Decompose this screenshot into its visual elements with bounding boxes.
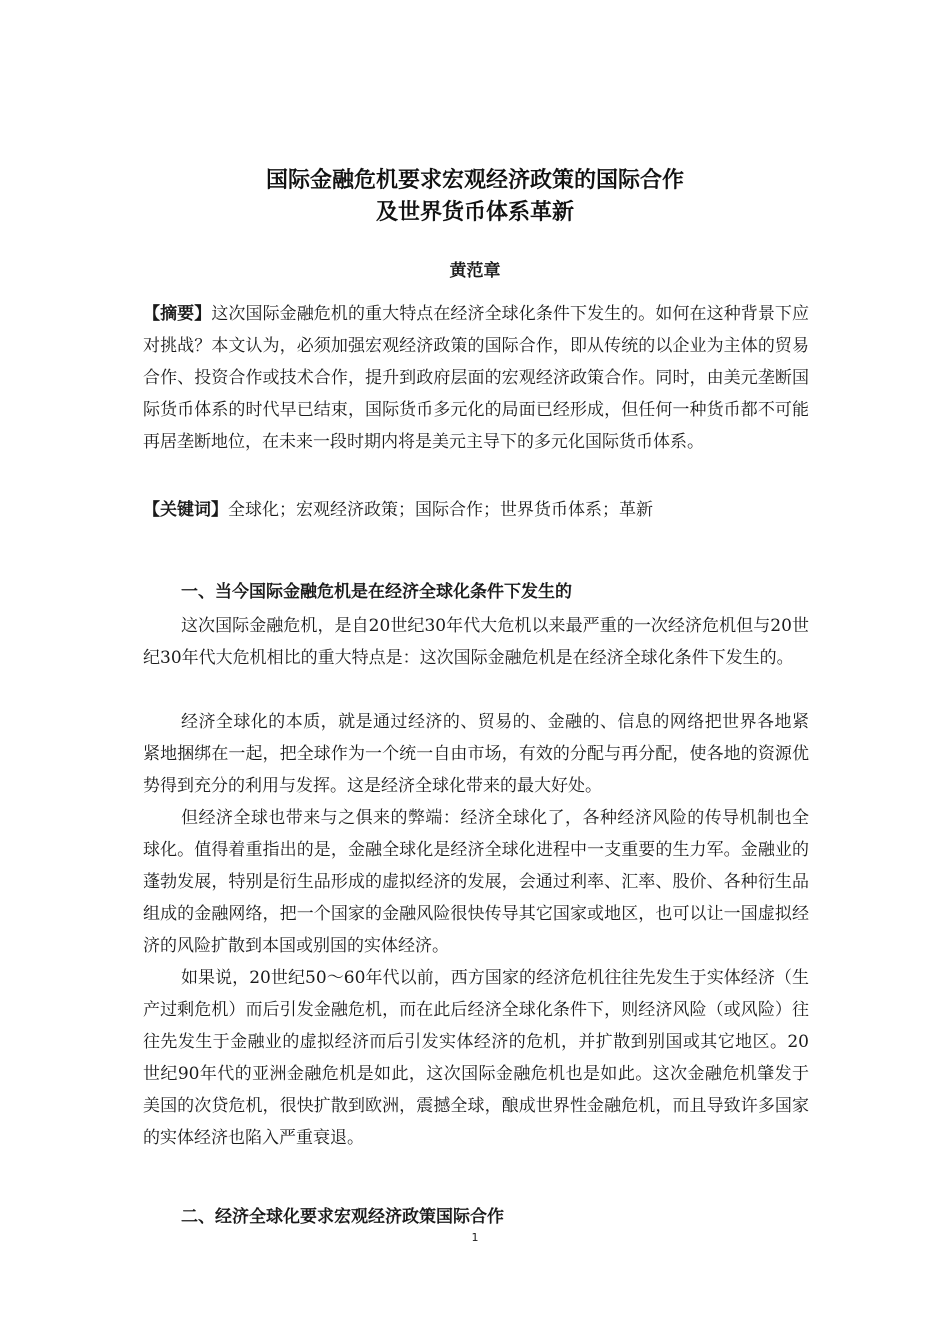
paragraph-1: 这次国际金融危机，是自20世纪30年代大危机以来最严重的一次经济危机但与20世纪30年代大危机相比的重大特点是：这次国际金融危机是在经济全球化条件下发生的。 bbox=[143, 616, 809, 668]
document-title-line2: 及世界货币体系革新 bbox=[375, 200, 574, 225]
paragraph-2: 经济全球化的本质，就是通过经济的、贸易的、金融的、信息的网络把世界各地紧紧地捆绑在一起，把全球作为一个统一自由市场，有效的分配与再分配，使各地的资源优势得到充分的利用与发挥。这是经济全球化带来的最大好处。 bbox=[143, 712, 809, 796]
abstract-label: 【摘要】 bbox=[143, 304, 212, 324]
keywords-label: 【关键词】 bbox=[143, 500, 228, 520]
paragraph-3: 但经济全球也带来与之俱来的弊端：经济全球化了，各种经济风险的传导机制也全球化。值得着重指出的是，金融全球化是经济全球化进程中一支重要的生力军。金融业的蓬勃发展，特别是衍生品形成的虚拟经济的发展，会通过利率、汇率、股价、各种衍生品组成的金融网络，把一个国家的金融风险很快传导其它国家或地区，也可以让一国虚拟经济的风险扩散到本国或别国的实体经济。 bbox=[143, 808, 809, 956]
document-title-line1: 国际金融危机要求宏观经济政策的国际合作 bbox=[265, 168, 684, 193]
author-name: 黄范章 bbox=[449, 261, 501, 281]
keywords-text: 全球化；宏观经济政策；国际合作；世界货币体系；革新 bbox=[228, 500, 653, 520]
page-number: 1 bbox=[471, 1231, 479, 1244]
paragraph-4: 如果说，20世纪50～60年代以前，西方国家的经济危机往往先发生于实体经济（生产过剩危机）而后引发金融危机，而在此后经济全球化条件下，则经济风险（或风险）往往先发生于金融业的虚拟经济而后引发实体经济的危机，并扩散到别国或其它地区。20世纪90年代的亚洲金融危机是如此，这次国际金融危机也是如此。这次金融危机肇发于美国的次贷危机，很快扩散到欧洲，震撼全球，酿成世界性金融危机，而且导致许多国家的实体经济也陷入严重衰退。 bbox=[143, 968, 809, 1148]
abstract-text: 这次国际金融危机的重大特点在经济全球化条件下发生的。如何在这种背景下应对挑战？本文认为，必须加强宏观经济政策的国际合作，即从传统的以企业为主体的贸易合作、投资合作或技术合作，提升到政府层面的宏观经济政策合作。同时，由美元垄断国际货币体系的时代早已结束，国际货币多元化的局面已经形成，但任何一种货币都不可能再居垄断地位，在未来一段时期内将是美元主导下的多元化国际货币体系。 bbox=[143, 304, 810, 452]
section-1-heading: 一、当今国际金融危机是在经济全球化条件下发生的 bbox=[181, 582, 572, 602]
keywords bbox=[143, 494, 809, 526]
abstract bbox=[143, 298, 809, 458]
section-2-heading: 二、经济全球化要求宏观经济政策国际合作 bbox=[181, 1207, 504, 1227]
